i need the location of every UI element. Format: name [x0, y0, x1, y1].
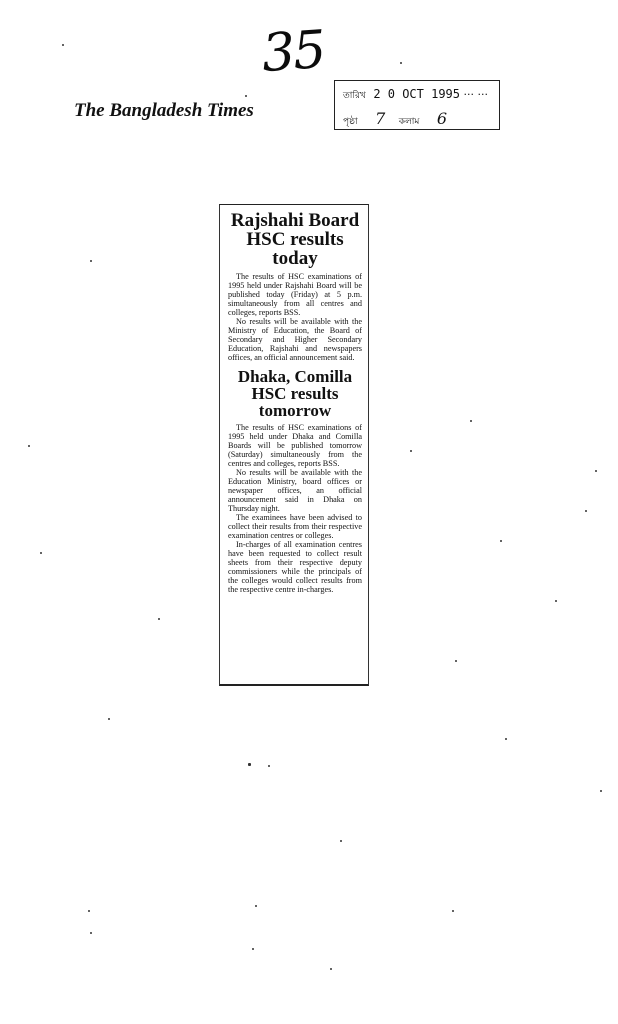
scan-speck [245, 95, 247, 97]
scan-speck [555, 600, 557, 602]
stamp-date-row [343, 87, 488, 103]
article1-paragraph: The results of HSC examinations of 1995 held under Rajshahi Board will be published today (Friday) at 5 p.m. simultaneously from all centres and colleges, reports BSS. [228, 272, 362, 318]
stamp-page-label: পৃষ্ঠা [343, 117, 358, 127]
scan-speck [40, 552, 42, 554]
scan-speck [505, 738, 507, 740]
stamp-column: 6 [436, 109, 448, 128]
scan-speck [248, 763, 251, 766]
scan-speck [585, 510, 587, 512]
stamp-column-label: কলাম [398, 117, 420, 127]
stamp-dots: ··· ··· [463, 88, 488, 101]
article2-paragraph: The results of HSC examinations of 1995 held under Dhaka and Comilla Boards will be published tomorrow (Saturday) simultaneously from the centres and colleges, reports BSS. [228, 423, 362, 469]
scan-speck [268, 765, 270, 767]
scan-speck [470, 420, 472, 422]
article2-paragraph: In-charges of all examination centres have been requested to collect result sheets from their respective deputy commissioners while the principals of the colleges would collect results from the respective centre in-charges. [228, 540, 362, 595]
scan-speck [455, 660, 457, 662]
scan-speck [158, 618, 160, 620]
scan-speck [330, 968, 332, 970]
scan-speck [255, 905, 257, 907]
stamp-date: 2 0 OCT 1995 [373, 87, 461, 101]
newspaper-masthead: The Bangladesh Times [74, 100, 254, 121]
stamp-date-label: তারিখ [343, 91, 366, 101]
scan-speck [62, 44, 64, 46]
scan-speck [500, 540, 502, 542]
scan-speck [410, 450, 412, 452]
article1-headline: Rajshahi Board HSC results today [230, 210, 360, 269]
stamp-page: 7 [375, 109, 386, 128]
newspaper-clipping [219, 204, 369, 686]
scan-speck [90, 260, 92, 262]
scan-speck [108, 718, 110, 720]
scan-speck [252, 948, 254, 950]
article1-paragraph: No results will be available with the Ministry of Education, the Board of Secondary and Higher Secondary Education, Rajshahi and newspapers offices, an official announcement said. [228, 317, 362, 363]
scan-speck [90, 932, 92, 934]
scan-speck [600, 790, 602, 792]
date-stamp [334, 80, 500, 130]
stamp-page-row [343, 109, 457, 129]
article2-paragraph: No results will be available with the Education Ministry, board offices or newspaper offices, an official announcement said in Dhaka on Thursday night. [228, 468, 362, 514]
page-number: 35 [259, 19, 327, 85]
scan-speck [340, 840, 342, 842]
article2-body [228, 423, 362, 594]
scan-speck [400, 62, 402, 64]
scan-speck [595, 470, 597, 472]
scan-speck [28, 445, 30, 447]
article2-headline: Dhaka, Comilla HSC results tomorrow [237, 367, 353, 421]
article2-paragraph: The examinees have been advised to collect their results from their respective examination centres or colleges. [228, 513, 362, 541]
scan-speck [452, 910, 454, 912]
scan-speck [88, 910, 90, 912]
article1-body [228, 272, 362, 362]
